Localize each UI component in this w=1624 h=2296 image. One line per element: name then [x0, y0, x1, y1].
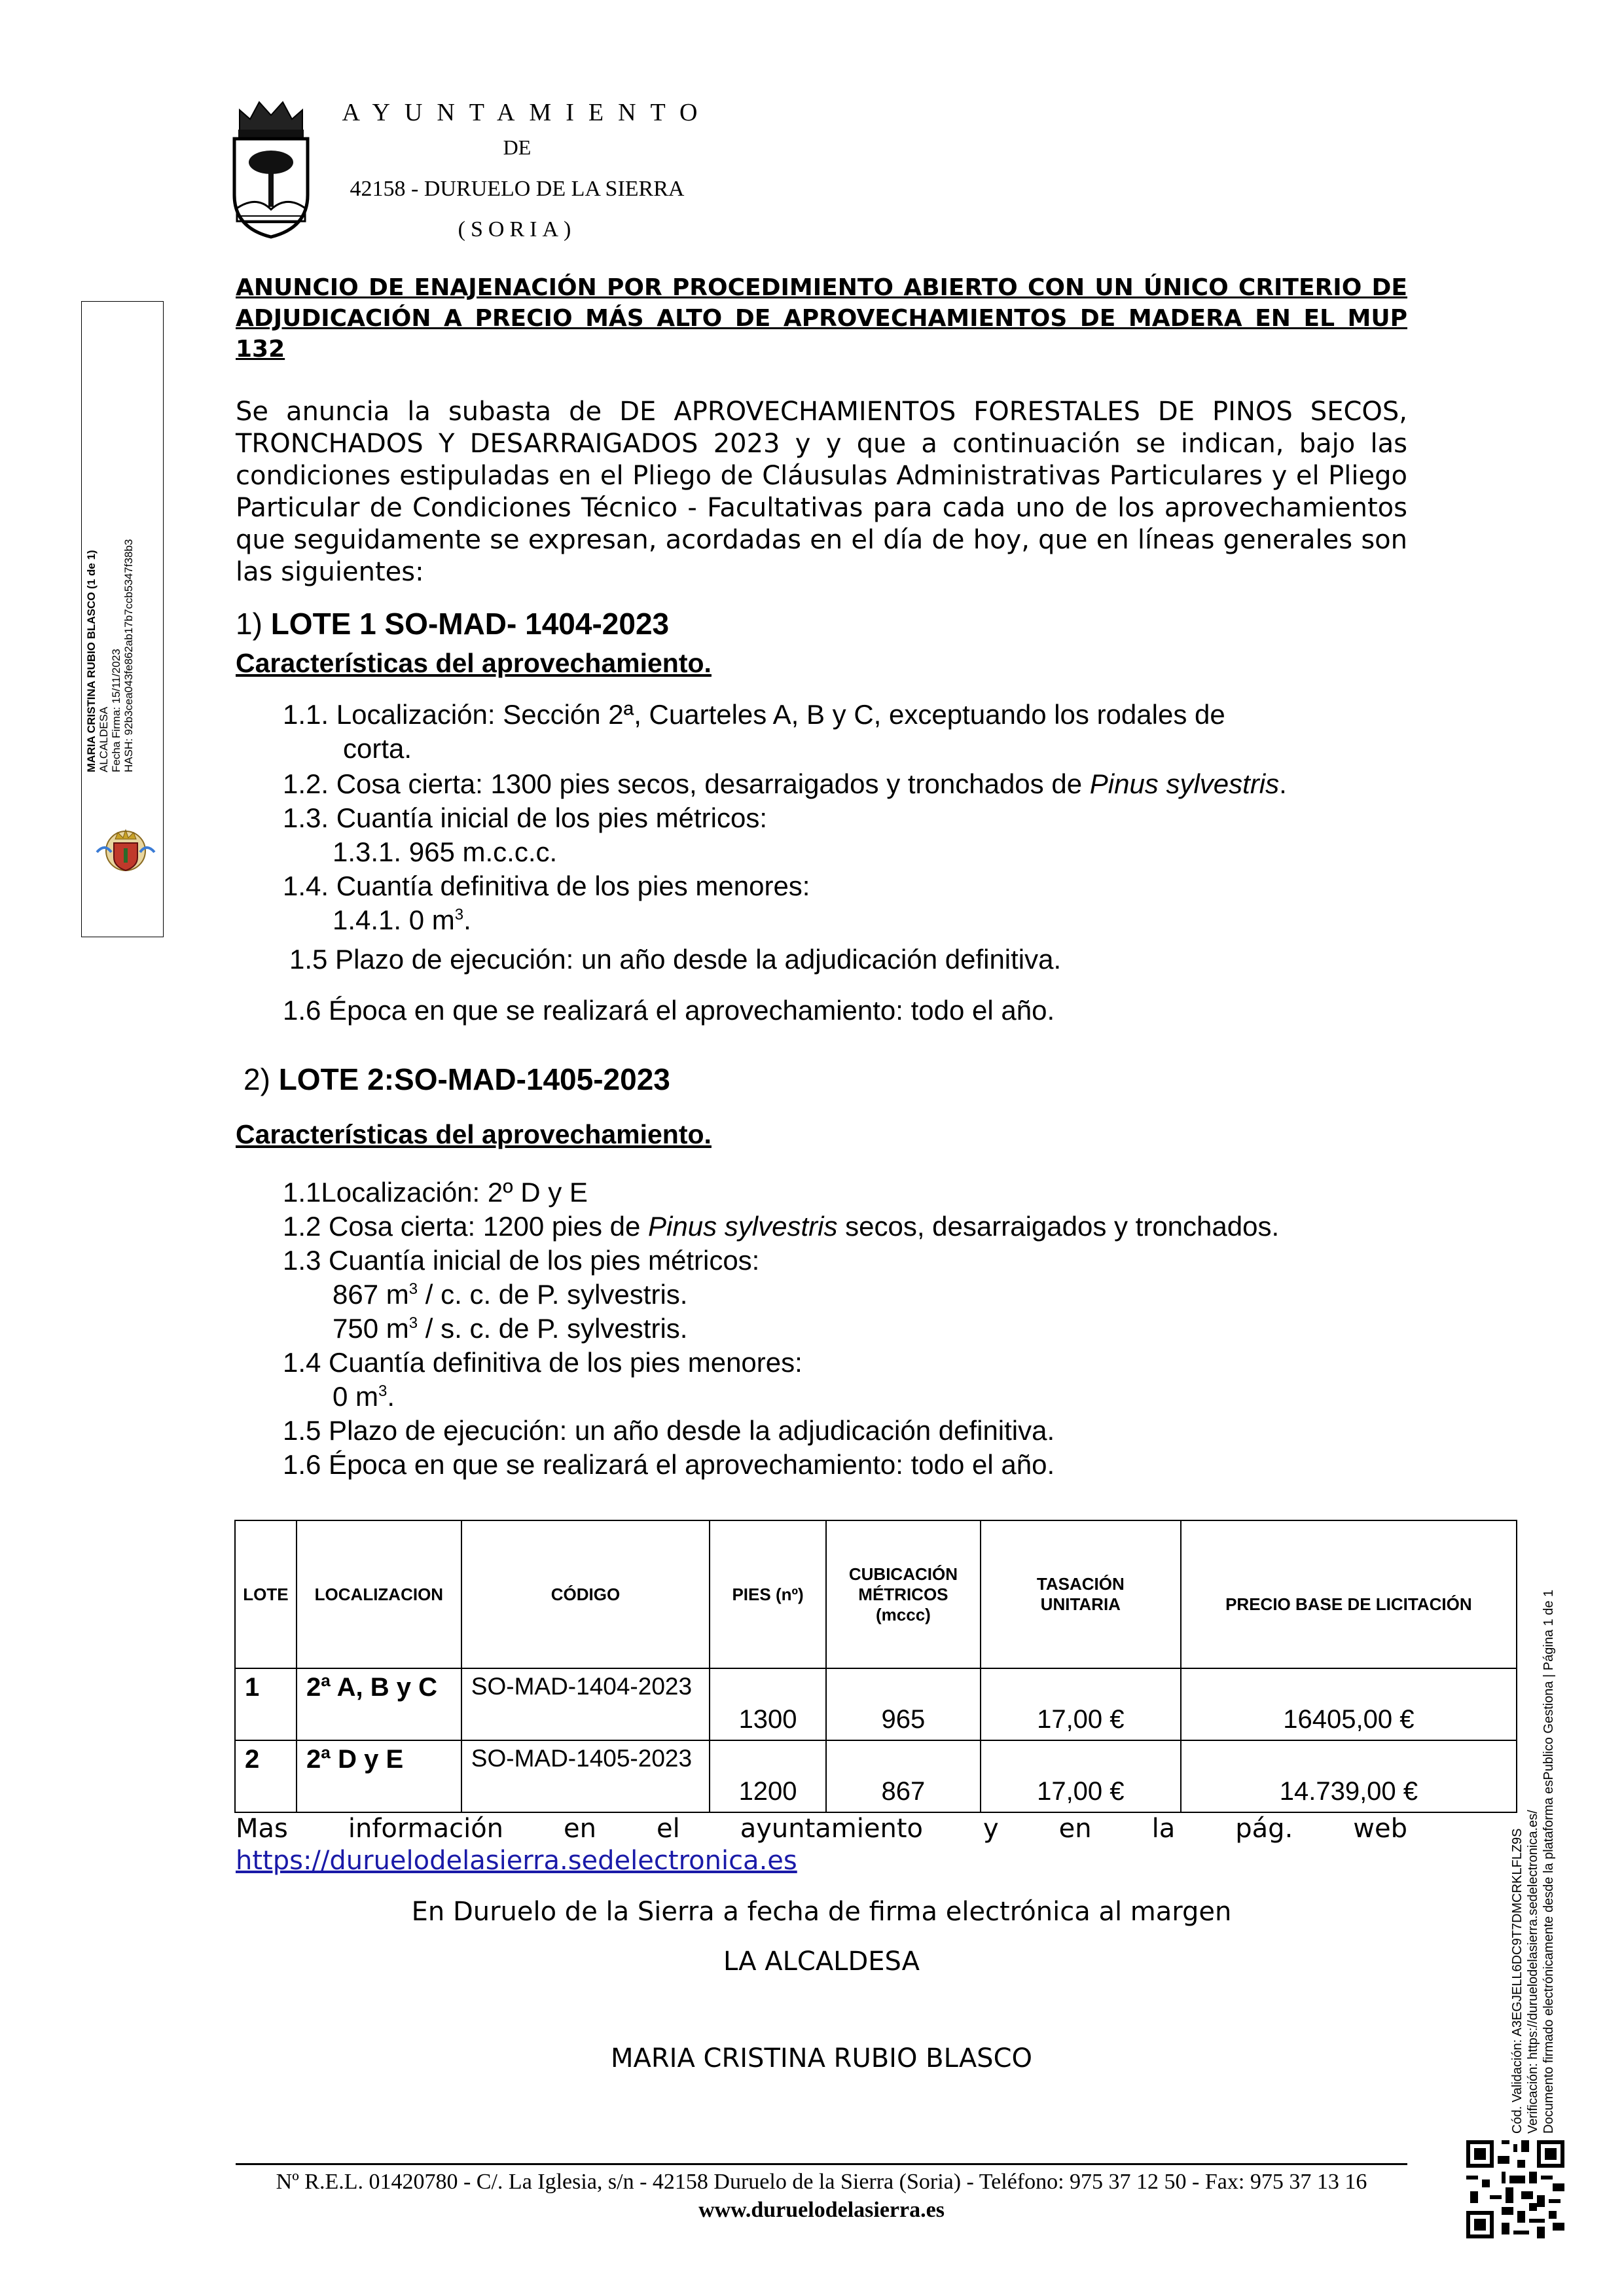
lot1-number: 1) [236, 607, 262, 641]
verification-code: Cód. Validación: A3EGJELL6DC9T7DMCRKLFLZ9S [1510, 1828, 1525, 2134]
place-date-text: En Duruelo de la Sierra a fecha de firma electrónica al margen [411, 1897, 1232, 1927]
municipal-seal-icon [92, 823, 160, 876]
verification-platform: Documento firmado electrónicamente desde la plataforma esPublico Gestiona | Página 1 de 1 [1542, 1589, 1556, 2134]
signature-stamp-text [85, 432, 135, 772]
cell-tasacion: 17,00 € [981, 1740, 1181, 1812]
col-header-tasacion: TASACIÓN UNITARIA [981, 1520, 1181, 1668]
lot2-item-initial-value-b: 750 $m^3$ / s. c. de P. sylvestris. [333, 1313, 688, 1344]
footer-divider [236, 2163, 1407, 2165]
species-name: Pinus sylvestris [648, 1211, 838, 1242]
lot1-heading [236, 606, 669, 641]
lot1-item-initial-value: 1.3.1. 965 m.c.c.c. [333, 836, 558, 867]
intro-paragraph: Se anuncia la subasta de DE APROVECHAMIENTOS FORESTALES DE PINOS SECOS, TRONCHADOS Y DESARRAIGADOS 2023 y y que a continuación se indican, bajo las condiciones estipuladas en el Pliego de Cláusulas Administrativas Particulares y el Pliego Particular de Condiciones Técnico - Facultativas para cada uno de los aprovechamientos que seguidamente se expresan, acordadas en el día de hoy, que en líneas generales son las siguientes: [236, 397, 1407, 587]
cell-localizacion: 2ª D y E [297, 1740, 461, 1812]
signer-name: MARIA CRISTINA RUBIO BLASCO [610, 2043, 1032, 2073]
lot2-title: LOTE 2:SO-MAD-1405-2023 [278, 1062, 670, 1096]
lot1-item-season: 1.6 Época en que se realizará el aprovechamiento: todo el año. [283, 995, 1055, 1026]
cell-pies: 1200 [710, 1740, 826, 1812]
lot2-item-initial: 1.3 Cuantía inicial de los pies métricos: [283, 1245, 760, 1276]
table-header-row [235, 1520, 1517, 1668]
cell-precio: 14.739,00 € [1181, 1740, 1517, 1812]
header-province-line: (SORIA) [458, 217, 577, 242]
lot2-item-initial-value-a: 867 $m^3$ / c. c. de P. sylvestris. [333, 1279, 688, 1310]
signer-role: LA ALCALDESA [723, 1946, 920, 1977]
lot1-item-location: 1.1. Localización: Sección 2ª, Cuarteles A, B y C, exceptuando los rodales de corta. [283, 699, 1225, 764]
lot2-item-season: 1.6 Época en que se realizará el aprovechamiento: todo el año. [283, 1449, 1055, 1480]
cell-precio: 16405,00 € [1181, 1668, 1517, 1740]
header-de-line: DE [503, 135, 532, 159]
announcement-title: ANUNCIO DE ENAJENACIÓN POR PROCEDIMIENTO ABIERTO CON UN ÚNICO CRITERIO DE ADJUDICACIÓN A PRECIO MÁS ALTO DE APROVECHAMIENTOS DE MADERA EN EL MUP 132 [236, 274, 1407, 363]
lot2-item-quantity: 1.2 Cosa cierta: 1200 pies de Pinus sylvestris secos, desarraigados y tronchados. [283, 1211, 1280, 1242]
col-header-localizacion: LOCALIZACION [297, 1520, 461, 1668]
header-title-line: AYUNTAMIENTO [342, 99, 712, 126]
table-row [235, 1668, 1517, 1740]
lot2-heading [244, 1062, 670, 1097]
lot1-item-final: 1.4. Cuantía definitiva de los pies menores: [283, 870, 810, 901]
lot2-item-final-value: 0 $m^3$. [333, 1381, 395, 1412]
col-header-lote: LOTE [235, 1520, 297, 1668]
coat-of-arms-logo [230, 97, 312, 240]
cell-codigo: SO-MAD-1405-2023 [461, 1740, 710, 1812]
lot2-item-location: 1.1Localización: 2º D y E [283, 1177, 588, 1208]
stamp-signer: MARIA CRISTINA RUBIO BLASCO (1 de 1) [85, 550, 98, 772]
cell-lote: 1 [235, 1668, 297, 1740]
lot2-item-term: 1.5 Plazo de ejecución: un año desde la adjudicación definitiva. [283, 1415, 1055, 1446]
cell-cubicacion: 867 [826, 1740, 981, 1812]
col-header-precio: PRECIO BASE DE LICITACIÓN [1181, 1520, 1517, 1668]
lot1-item-initial: 1.3. Cuantía inicial de los pies métricos: [283, 802, 768, 833]
verification-url: Verificación: https://duruelodelasierra.sedelectronica.es/ [1526, 1810, 1540, 2134]
col-header-pies: PIES (nº) [710, 1520, 826, 1668]
col-header-codigo: CÓDIGO [461, 1520, 710, 1668]
cell-lote: 2 [235, 1740, 297, 1812]
cell-pies: 1300 [710, 1668, 826, 1740]
lots-table [234, 1520, 1517, 1813]
qr-code-icon [1466, 2140, 1564, 2238]
footer-website: www.duruelodelasierra.es [698, 2198, 945, 2222]
stamp-hash: HASH: 92b3cea043fe862ab17b7ccb5347f38b3 [122, 539, 135, 772]
cell-codigo: SO-MAD-1404-2023 [461, 1668, 710, 1740]
lot1-item-quantity: 1.2. Cosa cierta: 1300 pies secos, desarraigados y tronchados de Pinus sylvestris. [283, 768, 1287, 799]
lot1-item-final-value: 1.4.1. 0 $m^3$. [333, 905, 471, 935]
more-info-text: Mas información en el ayuntamiento y en la pág. web [236, 1814, 1407, 1844]
lot1-item-term: 1.5 Plazo de ejecución: un año desde la adjudicación definitiva. [289, 944, 1062, 975]
lot1-title: LOTE 1 SO-MAD- 1404-2023 [270, 607, 670, 641]
lot2-item-final: 1.4 Cuantía definitiva de los pies menores: [283, 1347, 803, 1378]
lot1-subheading: Características del aprovechamiento. [236, 648, 712, 678]
stamp-role: ALCALDESA [98, 706, 110, 772]
cell-cubicacion: 965 [826, 1668, 981, 1740]
website-link[interactable]: https://duruelodelasierra.sedelectronica.es [236, 1846, 797, 1876]
stamp-date: Fecha Firma: 15/11/2023 [110, 649, 122, 772]
footer-address: Nº R.E.L. 01420780 - C/. La Iglesia, s/n - 42158 Duruelo de la Sierra (Soria) - Teléfono: 975 37 12 50 - Fax: 975 37 13 16 [276, 2170, 1367, 2194]
table-row [235, 1740, 1517, 1812]
col-header-cubicacion: CUBICACIÓN MÉTRICOS (mccc) [826, 1520, 981, 1668]
cell-tasacion: 17,00 € [981, 1668, 1181, 1740]
cell-localizacion: 2ª A, B y C [297, 1668, 461, 1740]
lot2-subheading: Características del aprovechamiento. [236, 1119, 712, 1149]
species-name: Pinus sylvestris [1089, 768, 1280, 799]
lot2-number: 2) [244, 1062, 270, 1096]
header-municipality-line: 42158 - DURUELO DE LA SIERRA [350, 177, 685, 201]
